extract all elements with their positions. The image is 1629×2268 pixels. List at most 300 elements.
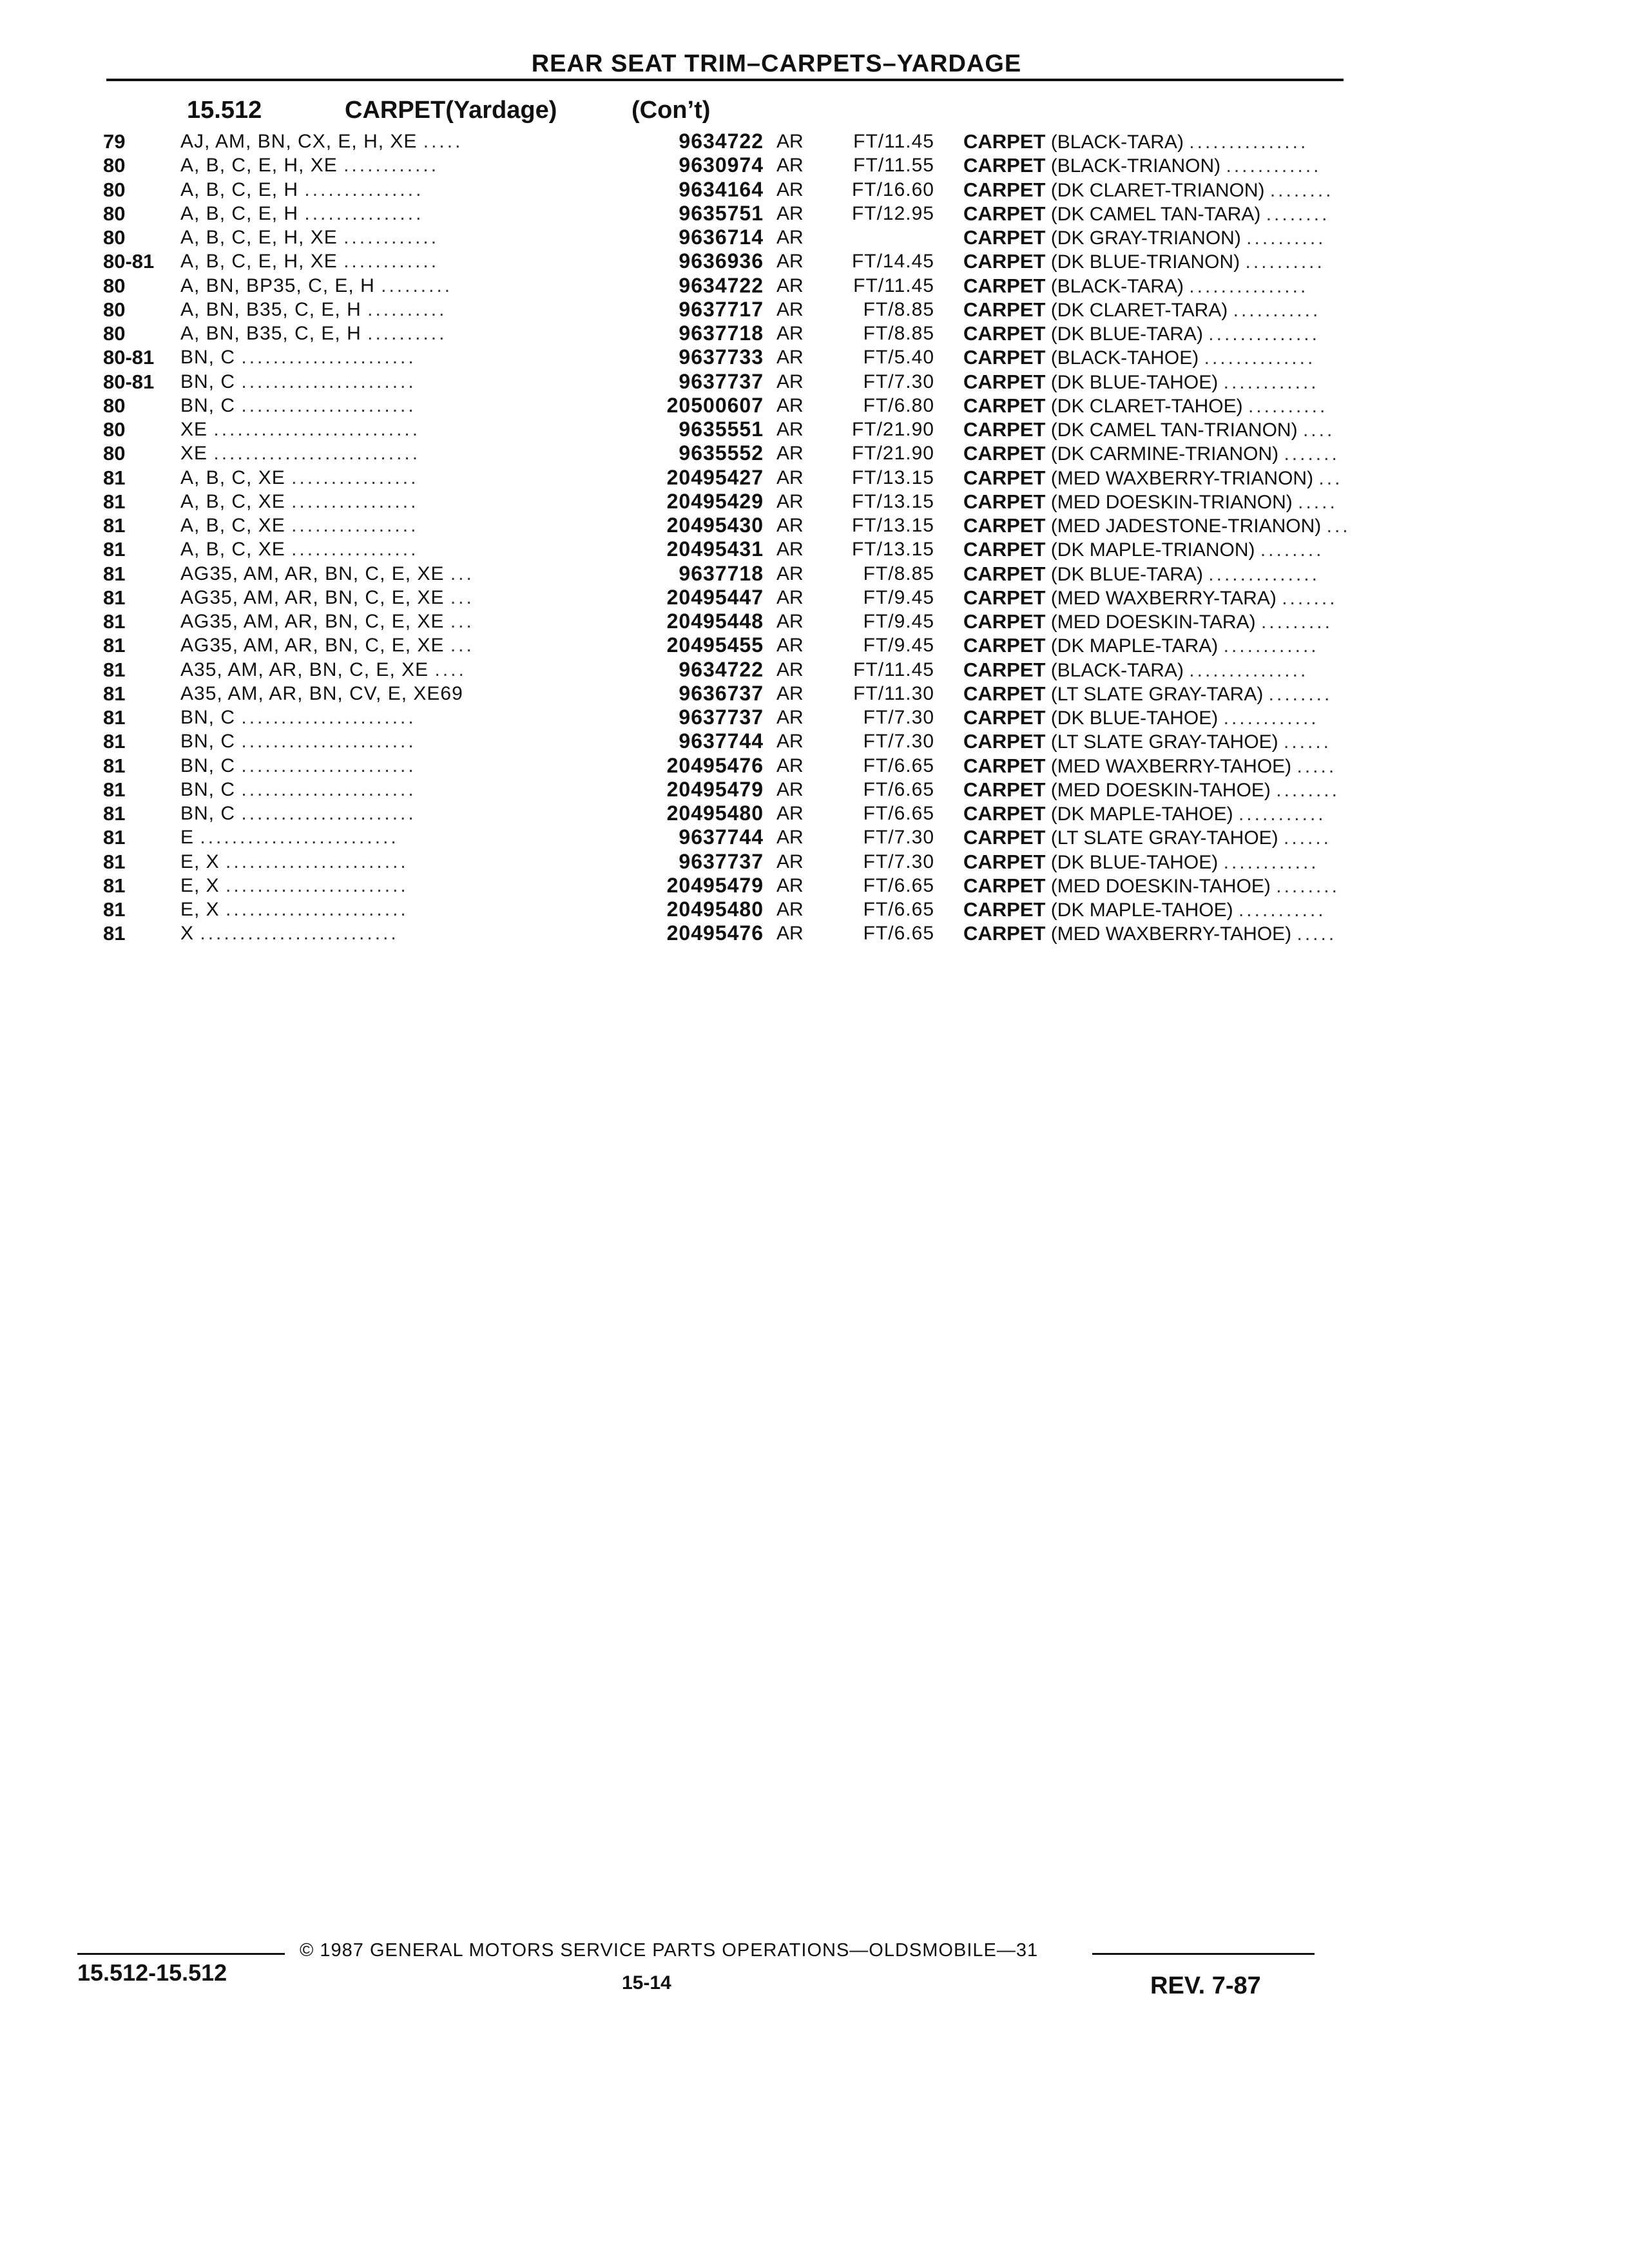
leader-dots: ...: [450, 586, 474, 608]
description-color: (DK BLUE-TAHOE): [1050, 851, 1219, 873]
model-codes-cell: [180, 562, 625, 586]
model-codes: A, BN, BP35, C, E, H: [180, 274, 375, 296]
leader-dots: ...: [450, 611, 474, 632]
part-number: 9637737: [679, 706, 764, 729]
part-number: 9637737: [679, 369, 764, 393]
model-codes: A, B, C, XE: [180, 539, 285, 561]
description-cell: [963, 249, 1340, 274]
parts-row: [103, 153, 1340, 177]
parts-row: [103, 514, 1351, 537]
leader-dots: ......................: [241, 778, 416, 800]
description-name: CARPET: [963, 874, 1046, 897]
parts-row: [103, 633, 1340, 657]
description-name: CARPET: [963, 490, 1046, 513]
description-cell: [963, 490, 1340, 514]
description-color: (DK MAPLE-TAHOE): [1050, 899, 1233, 921]
model-codes-cell: [180, 370, 625, 394]
unit-length: FT/6.65: [863, 803, 934, 824]
leader-dots: ................: [291, 515, 419, 536]
leader-dots: ..........: [367, 323, 447, 344]
description-color: (DK BLUE-TARA): [1050, 323, 1203, 345]
model-codes: A, BN, B35, C, E, H: [180, 298, 361, 320]
part-number: 9635552: [679, 441, 764, 465]
leader-dots: .........: [1260, 611, 1333, 633]
description-name: CARPET: [963, 226, 1046, 249]
section-heading: [187, 97, 710, 129]
parts-row: [103, 298, 1340, 322]
model-codes: A, B, C, XE: [180, 490, 285, 512]
model-codes: A, B, C, E, H: [180, 202, 299, 224]
model-codes-cell: [180, 754, 625, 778]
leader-dots: ................: [291, 466, 419, 488]
leader-dots: ......................: [241, 394, 416, 416]
footer-section-range: 15.512-15.512: [77, 1959, 227, 1986]
description-cell: [963, 682, 1340, 706]
quantity: AR: [776, 658, 804, 680]
model-codes-cell: [180, 778, 625, 802]
unit-length: FT/8.85: [863, 562, 934, 584]
model-year: 80: [103, 298, 126, 321]
description-cell: [963, 610, 1340, 634]
part-number: 20495430: [666, 514, 764, 537]
model-year: 80-81: [103, 370, 155, 393]
description-cell: [963, 418, 1340, 442]
description-name: CARPET: [963, 586, 1046, 609]
quantity: AR: [776, 778, 804, 800]
model-year: 80: [103, 226, 126, 249]
leader-dots: ........: [1260, 539, 1324, 561]
model-codes-cell: [180, 825, 625, 849]
quantity: AR: [776, 586, 804, 608]
page-footer: [77, 1936, 1315, 2007]
part-number: 9637737: [679, 849, 764, 873]
model-year: 80-81: [103, 250, 155, 273]
leader-dots: ........: [1276, 875, 1340, 897]
parts-row: [103, 418, 1340, 441]
page-title: REAR SEAT TRIM–CARPETS–YARDAGE: [531, 50, 1022, 77]
description-name: CARPET: [963, 850, 1046, 873]
description-color: (MED JADESTONE-TRIANON): [1050, 515, 1322, 537]
section-note: (Con’t): [631, 97, 711, 124]
part-number: 20495479: [666, 873, 764, 897]
parts-row: [103, 322, 1340, 345]
part-number: 9634722: [679, 130, 764, 153]
model-codes-cell: [180, 345, 625, 369]
model-year: 80: [103, 154, 126, 177]
leader-dots: ............: [1223, 707, 1319, 729]
parts-row: [103, 226, 1340, 249]
model-year: 81: [103, 850, 126, 873]
quantity: AR: [776, 202, 804, 224]
leader-dots: .........................: [200, 827, 399, 849]
description-name: CARPET: [963, 274, 1046, 297]
unit-length: FT/13.15: [851, 539, 934, 561]
model-codes: E, X: [180, 874, 220, 896]
unit-length: FT/6.65: [863, 778, 934, 800]
unit-length: FT/6.65: [863, 874, 934, 896]
description-cell: [963, 706, 1340, 730]
parts-row: [103, 130, 1340, 153]
footer-revision: REV. 7-87: [1150, 1972, 1261, 1999]
model-year: 81: [103, 586, 126, 609]
leader-dots: ......................: [241, 347, 416, 369]
quantity: AR: [776, 611, 804, 632]
leader-dots: .......: [1284, 443, 1340, 465]
part-number: 20495431: [666, 537, 764, 561]
leader-dots: ..........: [367, 298, 447, 320]
unit-length: FT/8.85: [863, 298, 934, 320]
leader-dots: .....: [423, 131, 463, 152]
part-number: 9637733: [679, 345, 764, 369]
unit-length: FT/7.30: [863, 707, 934, 728]
quantity: AR: [776, 874, 804, 896]
leader-dots: ...: [450, 562, 474, 584]
model-codes: BN, C: [180, 803, 236, 824]
description-cell: [963, 898, 1340, 922]
model-codes-cell: [180, 633, 625, 657]
header-rule: [106, 79, 1344, 81]
model-year: 81: [103, 610, 126, 633]
quantity: AR: [776, 131, 804, 152]
parts-row: [103, 610, 1340, 633]
model-year: 80: [103, 322, 126, 345]
description-name: CARPET: [963, 154, 1046, 177]
quantity: AR: [776, 682, 804, 704]
leader-dots: ........: [1266, 203, 1330, 225]
model-year: 80: [103, 178, 126, 201]
model-year: 80: [103, 274, 126, 297]
description-name: CARPET: [963, 514, 1046, 537]
leader-dots: ........: [1276, 779, 1340, 801]
model-codes-cell: [180, 274, 625, 298]
model-codes-cell: [180, 130, 625, 153]
description-color: (BLACK-TRIANON): [1050, 155, 1221, 177]
leader-dots: .....: [1296, 755, 1337, 777]
description-color: (DK BLUE-TAHOE): [1050, 371, 1219, 393]
quantity: AR: [776, 274, 804, 296]
parts-row: [103, 202, 1340, 226]
quantity: AR: [776, 443, 804, 465]
model-codes-cell: [180, 249, 625, 273]
unit-length: FT/11.45: [853, 274, 934, 296]
quantity: AR: [776, 394, 804, 416]
description-cell: [963, 466, 1343, 490]
leader-dots: .....: [1296, 923, 1337, 945]
description-cell: [963, 729, 1340, 754]
unit-length: FT/13.15: [851, 515, 934, 536]
model-year: 80-81: [103, 346, 155, 369]
description-cell: [963, 921, 1340, 946]
footer-rule-left: [77, 1953, 285, 1955]
leader-dots: ......: [1284, 731, 1332, 753]
parts-row: [103, 394, 1340, 418]
leader-dots: ............: [343, 227, 439, 248]
description-cell: [963, 394, 1340, 418]
part-number: 9634164: [679, 177, 764, 201]
description-name: CARPET: [963, 826, 1046, 849]
parts-row: [103, 274, 1340, 298]
leader-dots: ......................: [241, 754, 416, 776]
unit-length: FT/5.40: [863, 347, 934, 369]
quantity: AR: [776, 731, 804, 753]
description-color: (BLACK-TAHOE): [1050, 347, 1199, 369]
quantity: AR: [776, 490, 804, 512]
model-codes: BN, C: [180, 707, 236, 728]
description-name: CARPET: [963, 394, 1046, 417]
leader-dots: ........: [1268, 683, 1333, 705]
leader-dots: ...........: [1238, 803, 1326, 825]
part-number: 20495447: [666, 585, 764, 609]
description-cell: [963, 825, 1340, 850]
description-color: (MED DOESKIN-TAHOE): [1050, 875, 1271, 897]
leader-dots: ...: [1326, 515, 1351, 537]
leader-dots: ......................: [241, 370, 416, 392]
model-codes: AG35, AM, AR, BN, C, E, XE: [180, 635, 445, 657]
description-cell: [963, 562, 1340, 586]
footer-copyright: © 1987 GENERAL MOTORS SERVICE PARTS OPERATIONS—OLDSMOBILE—31: [300, 1940, 1039, 1961]
quantity: AR: [776, 923, 804, 945]
description-color: (DK CAMEL TAN-TRIANON): [1050, 419, 1298, 441]
part-number: 20500607: [666, 393, 764, 417]
model-codes-cell: [180, 394, 625, 418]
unit-length: FT/9.45: [863, 635, 934, 657]
model-year: 80: [103, 442, 126, 465]
model-codes: BN, C: [180, 778, 236, 800]
description-color: (DK BLUE-TARA): [1050, 563, 1203, 585]
unit-length: FT/21.90: [851, 443, 934, 465]
model-codes: AG35, AM, AR, BN, C, E, XE: [180, 611, 445, 632]
model-codes: E, X: [180, 850, 220, 872]
model-codes-cell: [180, 178, 625, 202]
quantity: AR: [776, 155, 804, 177]
description-cell: [963, 178, 1340, 202]
unit-length: FT/7.30: [863, 827, 934, 849]
description-cell: [963, 778, 1340, 802]
description-cell: [963, 202, 1340, 226]
part-number: 9634722: [679, 657, 764, 681]
leader-dots: .......................: [226, 899, 409, 920]
model-codes-cell: [180, 202, 625, 226]
unit-length: FT/11.55: [853, 155, 934, 177]
parts-row: [103, 921, 1340, 945]
model-codes: A, BN, B35, C, E, H: [180, 323, 361, 344]
leader-dots: ..............: [1208, 323, 1320, 345]
leader-dots: ...............: [304, 178, 424, 200]
description-color: (MED DOESKIN-TAHOE): [1050, 779, 1271, 801]
description-cell: [963, 322, 1340, 346]
model-year: 81: [103, 538, 126, 561]
model-codes-cell: [180, 874, 625, 898]
parts-row: [103, 370, 1340, 394]
model-codes-cell: [180, 322, 625, 345]
model-codes: BN, C: [180, 394, 236, 416]
leader-dots: ...............: [1189, 275, 1309, 297]
description-cell: [963, 802, 1340, 826]
model-year: 81: [103, 514, 126, 537]
model-codes-cell: [180, 610, 625, 633]
parts-row: [103, 706, 1340, 729]
parts-row: [103, 490, 1340, 514]
model-codes-cell: [180, 153, 625, 177]
quantity: AR: [776, 298, 804, 320]
unit-length: FT/9.45: [863, 586, 934, 608]
part-number: 20495479: [666, 777, 764, 801]
leader-dots: ..........: [1246, 227, 1326, 249]
model-codes: X: [180, 923, 195, 945]
description-color: (DK MAPLE-TRIANON): [1050, 539, 1255, 561]
part-number: 9637744: [679, 729, 764, 753]
description-name: CARPET: [963, 418, 1046, 441]
description-name: CARPET: [963, 706, 1046, 729]
part-number: 9634722: [679, 273, 764, 297]
model-codes-cell: [180, 898, 625, 921]
model-codes-cell: [180, 298, 625, 322]
parts-row: [103, 537, 1340, 561]
description-name: CARPET: [963, 898, 1046, 921]
unit-length: FT/8.85: [863, 323, 934, 344]
model-codes-cell: [180, 586, 625, 610]
model-codes-cell: [180, 802, 625, 825]
leader-dots: ..........: [1245, 251, 1325, 273]
part-number: 20495476: [666, 921, 764, 945]
description-name: CARPET: [963, 658, 1046, 681]
description-cell: [963, 514, 1351, 538]
description-name: CARPET: [963, 682, 1046, 705]
leader-dots: ............: [1223, 371, 1319, 393]
description-color: (DK MAPLE-TAHOE): [1050, 803, 1233, 825]
model-year: 81: [103, 754, 126, 777]
model-year: 80: [103, 394, 126, 417]
description-name: CARPET: [963, 802, 1046, 825]
description-color: (DK CAMEL TAN-TARA): [1050, 203, 1261, 225]
model-codes-cell: [180, 682, 625, 706]
part-number: 20495427: [666, 465, 764, 489]
parts-row: [103, 898, 1340, 921]
description-color: (MED WAXBERRY-TRIANON): [1050, 467, 1314, 489]
leader-dots: ........: [1269, 179, 1334, 201]
unit-length: FT/6.65: [863, 754, 934, 776]
model-codes-cell: [180, 490, 625, 514]
parts-row: [103, 249, 1340, 273]
leader-dots: ......................: [241, 707, 416, 728]
model-codes-cell: [180, 466, 625, 490]
parts-row: [103, 178, 1340, 202]
leader-dots: .......................: [226, 874, 409, 896]
model-codes-cell: [180, 729, 625, 753]
leader-dots: ..............: [1208, 563, 1320, 585]
description-cell: [963, 754, 1340, 778]
description-cell: [963, 537, 1340, 562]
page-header: [106, 46, 1344, 91]
unit-length: FT/7.30: [863, 850, 934, 872]
part-number: 9635751: [679, 201, 764, 225]
unit-length: FT/7.30: [863, 731, 934, 753]
quantity: AR: [776, 419, 804, 440]
description-cell: [963, 226, 1340, 250]
model-year: 81: [103, 730, 126, 753]
quantity: AR: [776, 227, 804, 248]
quantity: AR: [776, 515, 804, 536]
description-cell: [963, 633, 1340, 658]
unit-length: FT/21.90: [851, 419, 934, 440]
model-codes: A, B, C, XE: [180, 515, 285, 536]
model-codes: AG35, AM, AR, BN, C, E, XE: [180, 562, 445, 584]
model-codes: A, B, C, E, H: [180, 178, 299, 200]
leader-dots: ...............: [1189, 131, 1309, 153]
leader-dots: ............: [343, 155, 439, 177]
footer-rule-right: [1092, 1953, 1315, 1955]
description-name: CARPET: [963, 202, 1046, 225]
quantity: AR: [776, 178, 804, 200]
description-name: CARPET: [963, 778, 1046, 801]
description-cell: [963, 153, 1340, 178]
part-number: 20495455: [666, 633, 764, 657]
part-number: 9637718: [679, 561, 764, 585]
model-codes: A, B, C, E, H, XE: [180, 227, 338, 248]
footer-page-number: 15-14: [622, 1972, 671, 1994]
description-color: (LT SLATE GRAY-TAHOE): [1050, 731, 1278, 753]
model-year: 81: [103, 634, 126, 657]
unit-length: FT/13.15: [851, 490, 934, 512]
leader-dots: ...........: [1233, 299, 1321, 321]
parts-row: [103, 586, 1340, 610]
unit-length: FT/6.65: [863, 899, 934, 920]
description-name: CARPET: [963, 466, 1046, 489]
model-year: 81: [103, 778, 126, 801]
model-year: 81: [103, 658, 126, 681]
leader-dots: ...............: [1189, 659, 1309, 681]
model-year: 81: [103, 562, 126, 585]
model-codes: A, B, C, E, H, XE: [180, 251, 338, 273]
description-cell: [963, 298, 1340, 322]
leader-dots: ......: [1284, 827, 1332, 849]
description-color: (BLACK-TARA): [1050, 659, 1184, 681]
description-color: (LT SLATE GRAY-TARA): [1050, 683, 1264, 705]
leader-dots: ............: [1223, 635, 1319, 657]
quantity: AR: [776, 899, 804, 920]
part-number: 20495448: [666, 610, 764, 633]
model-codes: BN, C: [180, 370, 236, 392]
model-year: 81: [103, 490, 126, 513]
model-codes-cell: [180, 537, 625, 561]
quantity: AR: [776, 562, 804, 584]
quantity: AR: [776, 347, 804, 369]
quantity: AR: [776, 539, 804, 561]
leader-dots: .......................: [226, 850, 409, 872]
parts-row: [103, 658, 1340, 682]
description-name: CARPET: [963, 562, 1046, 585]
parts-row: [103, 850, 1340, 874]
unit-length: FT/11.45: [853, 131, 934, 152]
description-color: (LT SLATE GRAY-TAHOE): [1050, 827, 1278, 849]
model-codes: XE: [180, 419, 208, 440]
parts-row: [103, 802, 1340, 825]
description-name: CARPET: [963, 634, 1046, 657]
part-number: 20495480: [666, 898, 764, 921]
leader-dots: ....: [434, 658, 467, 680]
unit-length: FT/9.45: [863, 611, 934, 632]
part-number: 9636936: [679, 249, 764, 273]
part-number: 9635551: [679, 418, 764, 441]
model-codes: BN, C: [180, 347, 236, 369]
leader-dots: ....: [1302, 419, 1335, 441]
leader-dots: ...: [450, 635, 474, 657]
unit-length: FT/12.95: [851, 202, 934, 224]
part-number: 9636737: [679, 681, 764, 705]
model-year: 80: [103, 202, 126, 225]
leader-dots: ..........: [1248, 395, 1328, 417]
leader-dots: ..........................: [213, 419, 421, 440]
